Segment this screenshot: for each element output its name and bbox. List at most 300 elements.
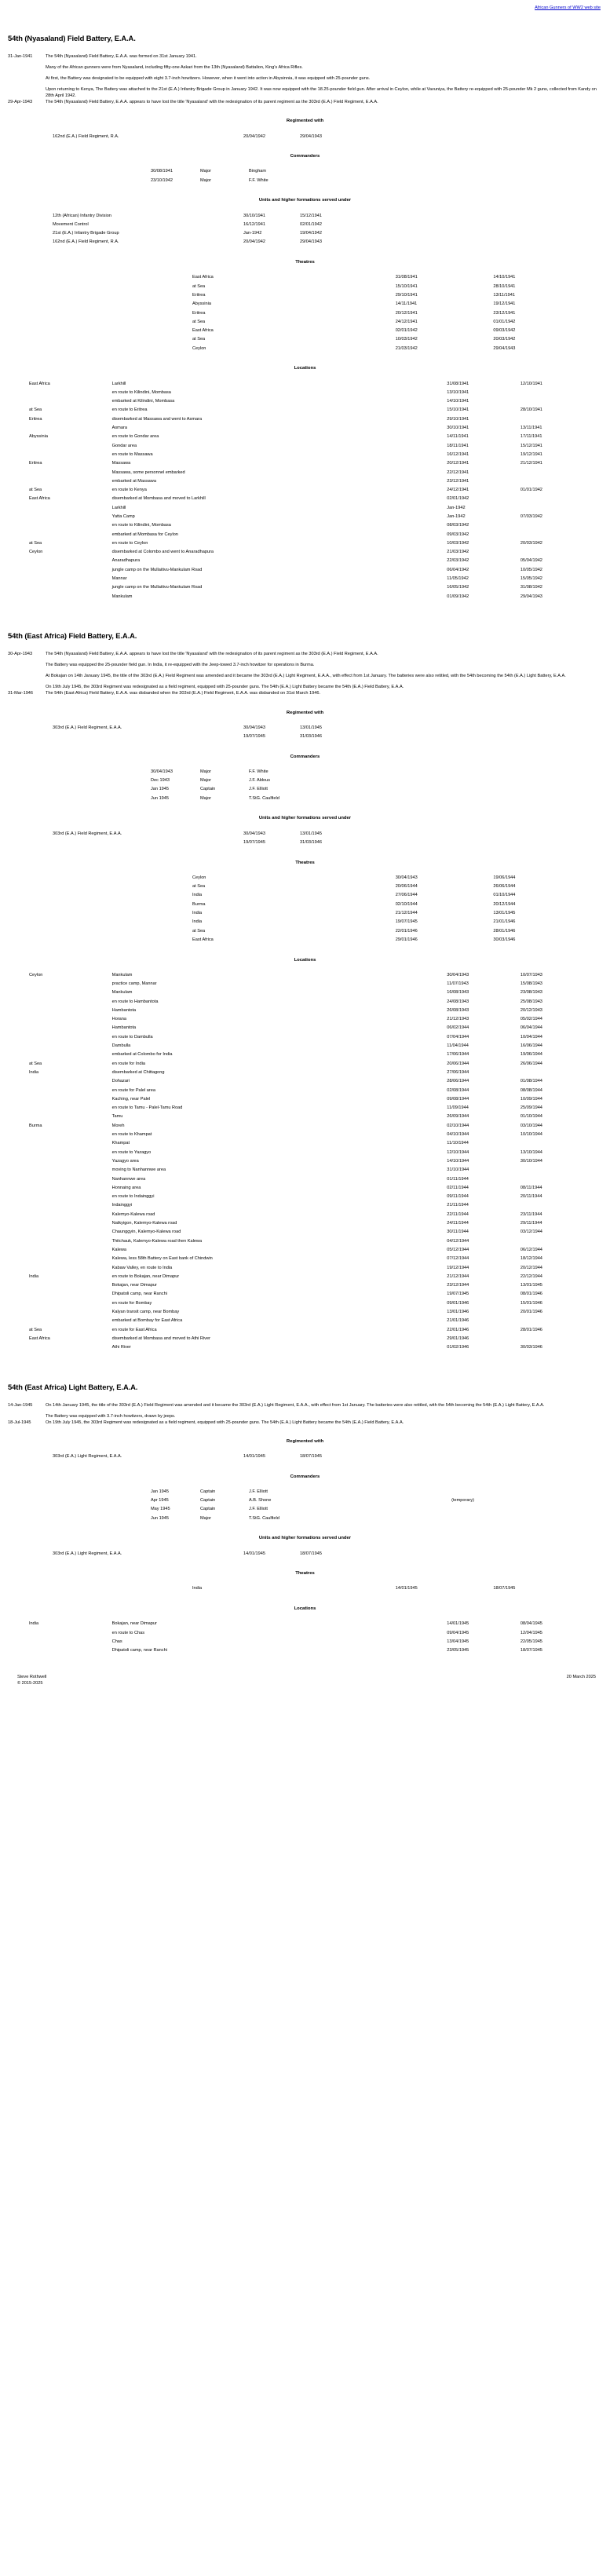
theatre-to: 14/10/1941	[493, 275, 516, 280]
location-place: moving to Nanhannwe area	[111, 1167, 166, 1173]
theatre-name: East Africa	[192, 275, 214, 280]
commander-row-table	[8, 767, 602, 802]
location-from: 21/01/1946	[447, 1318, 469, 1324]
document-body	[8, 33, 602, 1655]
theatre-to: 09/03/1942	[493, 328, 516, 334]
location-place: en route to Ceylon	[111, 540, 148, 546]
location-row	[8, 1307, 602, 1316]
location-theatre: at Sea	[29, 407, 42, 413]
location-place: embarked at Bombay for East Africa	[111, 1318, 183, 1324]
location-to: 25/08/1943	[520, 999, 542, 1004]
location-to: 05/04/1942	[520, 558, 542, 564]
location-row	[8, 1317, 602, 1325]
location-to: 12/10/1941	[520, 381, 542, 386]
location-row	[8, 521, 602, 530]
regimented-with-spacer	[363, 732, 602, 740]
unit-spacer	[363, 211, 602, 220]
location-to	[521, 1334, 602, 1343]
theatre-name: at Sea	[192, 928, 206, 934]
location-place: Natkyigon, Kalemyo-Kalewa road	[111, 1221, 177, 1226]
location-from: 11/04/1944	[447, 1043, 469, 1049]
commander-rank: Captain	[200, 1498, 216, 1504]
location-place: Thitchauk, Kalemyo-Kalewa road then Kalewa	[111, 1238, 203, 1244]
location-to: 23/11/1944	[520, 1211, 542, 1217]
location-row	[8, 539, 602, 547]
unit-from: 30/04/1943	[243, 831, 265, 836]
regimented-with-to: 31/03/1946	[300, 734, 322, 739]
location-place: en route to Massawa	[111, 451, 153, 457]
location-to: 08/08/1944	[520, 1087, 542, 1093]
location-place: Larkhill	[111, 381, 126, 386]
unit-row	[8, 229, 602, 238]
location-to: 20/12/1944	[520, 1265, 542, 1270]
history-table	[8, 53, 602, 106]
location-to	[521, 548, 602, 557]
location-to: 18/07/1945	[520, 1648, 542, 1653]
commander-date: Apr 1945	[151, 1498, 169, 1504]
regimented-with-row-table	[8, 723, 602, 741]
theatre-row	[8, 327, 602, 335]
location-to: 13/01/1945	[520, 1283, 542, 1288]
commander-date: Jan 1945	[151, 1489, 170, 1494]
location-to	[521, 1139, 602, 1148]
theatre-from: 27/06/1944	[395, 893, 418, 898]
location-row	[8, 450, 602, 459]
location-from: 29/01/1946	[447, 1336, 469, 1341]
location-from: 02/11/1944	[447, 1185, 469, 1190]
location-from: 09/11/1944	[447, 1194, 469, 1200]
location-to: 20/11/1944	[520, 1194, 542, 1200]
location-place: Bokajan, near Dimapur	[111, 1621, 157, 1627]
location-row	[8, 388, 602, 396]
commander-name: J.F. Elliott	[249, 1489, 268, 1494]
location-row	[8, 477, 602, 485]
location-theatre	[8, 1183, 112, 1192]
unit-spacer	[363, 829, 602, 838]
unit-row	[8, 829, 602, 838]
location-row	[8, 1646, 602, 1655]
location-to: 31/08/1942	[520, 585, 542, 590]
location-place: en route to Indainggyi	[111, 1194, 155, 1200]
theatre-from: 02/01/1942	[395, 328, 418, 334]
theatre-to: 01/01/1942	[493, 319, 516, 324]
location-theatre	[8, 1299, 112, 1307]
theatre-row	[8, 282, 602, 290]
theatre-to: 20/03/1942	[493, 337, 516, 342]
location-place: practice camp, Mannar	[111, 981, 157, 986]
commander-row	[8, 1514, 602, 1522]
location-theatre	[8, 1130, 112, 1138]
location-from: 23/05/1945	[447, 1648, 469, 1653]
location-place: en route to Kilindini, Mombasa	[111, 523, 171, 528]
location-theatre: India	[29, 1273, 39, 1279]
location-theatre	[8, 1086, 112, 1094]
theatres-heading: Theatres	[295, 1571, 315, 1577]
location-place: Athi River	[111, 1345, 131, 1350]
location-from: 07/04/1944	[447, 1034, 469, 1040]
location-theatre	[8, 1281, 112, 1290]
theatre-name: at Sea	[192, 319, 206, 324]
theatre-to: 18/07/1945	[493, 1586, 516, 1591]
location-theatre	[8, 1317, 112, 1325]
theatre-name: India	[192, 1586, 203, 1591]
history-table	[8, 1402, 602, 1426]
location-theatre	[8, 468, 112, 477]
location-to: 28/01/1946	[520, 1327, 542, 1332]
location-place: Kabaw Valley, en route to India	[111, 1265, 173, 1270]
commander-rank: Captain	[200, 1507, 216, 1512]
theatre-name: Ceylon	[192, 875, 206, 880]
location-theatre	[8, 521, 112, 530]
battery-section	[8, 1382, 602, 1655]
history-paragraph: The 54th (Nyasaland) Field Battery, E.A.A. was formed on 31st January 1941.	[46, 53, 197, 59]
location-theatre: at Sea	[29, 1327, 42, 1332]
location-from: 31/10/1944	[447, 1167, 469, 1173]
location-place: disembarked at Colombo and went to Anaradhapura	[111, 550, 214, 555]
location-to: 15/01/1946	[520, 1300, 542, 1306]
location-place: en route to Dambulla	[111, 1034, 153, 1040]
theatre-from: 21/03/1942	[395, 345, 418, 351]
location-theatre	[8, 1637, 112, 1646]
location-to: 12/04/1945	[520, 1630, 542, 1635]
location-place: en route to Tamu - Palel-Tamu Road	[111, 1105, 183, 1111]
commander-row-table	[8, 1487, 602, 1522]
location-row	[8, 397, 602, 406]
location-row	[8, 565, 602, 574]
location-theatre	[8, 1041, 112, 1050]
location-row	[8, 557, 602, 565]
theatre-name: Eritrea	[192, 292, 206, 298]
unit-to: 31/03/1946	[300, 839, 322, 845]
location-theatre	[8, 1139, 112, 1148]
unit-spacer	[363, 838, 602, 846]
location-theatre	[8, 1646, 112, 1655]
battery-title: 54th (East Africa) Field Battery, E.A.A.	[8, 631, 137, 641]
theatre-to: 26/06/1944	[493, 884, 516, 890]
location-to: 15/08/1943	[520, 981, 542, 986]
commander-rank: Major	[200, 778, 211, 784]
history-date: 14-Jan-1945	[8, 1402, 33, 1408]
location-place: en route to Khampat	[111, 1132, 152, 1138]
theatre-row	[8, 300, 602, 309]
location-from: 23/12/1944	[447, 1283, 469, 1288]
battery-title: 54th (Nyasaland) Field Battery, E.A.A.	[8, 34, 136, 43]
location-to	[521, 530, 602, 539]
location-place: en route to Kilindini, Mombasa	[111, 389, 171, 395]
location-to: 10/04/1944	[520, 1034, 542, 1040]
location-place: disembarked at Mombasa and moved to Larkhill	[111, 496, 206, 502]
history-paragraph: The 54th (East Africa) Field Battery, E.A.A. was disbanded when the 303rd (E.A.) Field Regiment, E.A.A. was disbanded on 31st March 1946.	[46, 691, 320, 696]
location-from: 17/06/1944	[447, 1052, 469, 1058]
theatre-row	[8, 335, 602, 344]
location-to	[521, 1237, 602, 1245]
location-row	[8, 1228, 602, 1237]
theatre-row	[8, 908, 602, 917]
location-theatre	[8, 979, 112, 988]
history-paragraph: On 19th July 1945, the 303rd Regiment was redesignated as a field regiment, equipped with 25-pounder guns. The 54th (E.A.) Light Battery became the 54th (E.A.) Field Battery, E.A.A.	[46, 685, 404, 690]
location-theatre: East Africa	[29, 381, 50, 386]
unit-row-table	[8, 1549, 602, 1558]
theatre-from: 20/12/1941	[395, 310, 418, 316]
location-theatre	[8, 388, 112, 396]
location-place: embarked at Massawa	[111, 478, 156, 484]
theatre-from: 14/01/1945	[395, 1586, 418, 1591]
theatre-row	[8, 344, 602, 353]
location-place: en route to Gondar area	[111, 434, 159, 440]
battery-section	[8, 33, 602, 624]
location-place: Chas	[111, 1639, 122, 1644]
location-place: Indainggyi	[111, 1203, 133, 1208]
location-row	[8, 997, 602, 1006]
unit-from: 14/01/1945	[243, 1551, 265, 1556]
location-theatre	[8, 1237, 112, 1245]
theatres-heading: Theatres	[295, 260, 315, 265]
history-entry	[8, 1420, 602, 1426]
locations-heading: Locations	[294, 366, 316, 371]
location-place: disembarked at Massawa and went to Asmara	[111, 416, 203, 422]
location-row	[8, 970, 602, 979]
location-place: en route to Bokajan, near Dimapur	[111, 1273, 180, 1279]
location-theatre	[8, 565, 112, 574]
location-theatre	[8, 1343, 112, 1352]
location-row	[8, 1245, 602, 1254]
commander-row	[8, 176, 602, 185]
location-theatre	[8, 1210, 112, 1219]
location-row	[8, 1077, 602, 1086]
location-theatre	[8, 1015, 112, 1024]
unit-to: 13/01/1945	[300, 831, 322, 836]
commander-row	[8, 167, 602, 176]
african-gunners-web-site-link[interactable]: African Gunners of WW2 web site	[535, 5, 601, 10]
theatre-name: India	[192, 910, 203, 915]
location-from: Jan-1942	[447, 505, 466, 510]
location-to: 20/01/1946	[520, 1309, 542, 1314]
location-theatre	[8, 1193, 112, 1201]
location-theatre	[8, 477, 112, 485]
location-theatre: Abyssinia	[29, 434, 48, 440]
unit-name: Movement Control	[53, 221, 89, 227]
commander-note	[451, 1505, 602, 1514]
location-place: Kalewa, less 58th Battery on East bank of Chindwin	[111, 1256, 213, 1262]
footer-copyright: © 2015-2025	[17, 1681, 43, 1686]
location-row	[8, 1041, 602, 1050]
units-served-under-heading: Units and higher formations served under	[258, 816, 352, 821]
location-row	[8, 1068, 602, 1076]
commander-date: 30/08/1941	[151, 169, 173, 174]
commander-date: Dec 1943	[151, 778, 170, 784]
theatre-to: 20/12/1944	[493, 901, 516, 907]
location-from: 22/11/1944	[447, 1211, 469, 1217]
location-row	[8, 1113, 602, 1121]
location-to	[521, 1317, 602, 1325]
location-theatre	[8, 450, 112, 459]
history-paragraph: The 54th (Nyasaland) Field Battery, E.A.A. appears to have lost the title 'Nyasaland' with the redesignation of its parent regiment as the 303rd (E.A.) Field Regiment, E.A.A.	[46, 652, 378, 656]
history-table	[8, 651, 602, 697]
history-text	[46, 99, 602, 105]
commander-name: J.F. Aldous	[249, 778, 271, 784]
regimented-with-from: 19/07/1945	[243, 734, 265, 739]
commander-name: A.B. Shone	[249, 1498, 272, 1504]
location-from: 16/08/1943	[447, 990, 469, 996]
location-place: en route to Kenya	[111, 488, 147, 493]
history-entry	[8, 99, 602, 105]
location-from: 05/12/1944	[447, 1247, 469, 1252]
location-from: 04/10/1944	[447, 1132, 469, 1138]
location-from: 01/02/1946	[447, 1345, 469, 1350]
regimented-with-to: 18/07/1945	[300, 1453, 322, 1459]
location-from: 22/03/1942	[447, 558, 469, 564]
location-place: Tamu	[111, 1114, 123, 1120]
location-theatre: East Africa	[29, 496, 50, 502]
location-place: en route to Yazagyo	[111, 1149, 152, 1155]
theatre-row-table	[8, 1584, 602, 1593]
location-to: 26/06/1944	[520, 1061, 542, 1066]
theatre-row	[8, 873, 602, 882]
location-row	[8, 979, 602, 988]
theatre-from: 20/06/1944	[395, 884, 418, 890]
location-row	[8, 1263, 602, 1272]
location-theatre	[8, 1032, 112, 1041]
location-row	[8, 1628, 602, 1637]
location-from: 18/11/1941	[447, 443, 469, 448]
location-to: 01/01/1942	[520, 488, 542, 493]
location-place: Larkhill	[111, 505, 126, 510]
theatre-to: 21/01/1946	[493, 919, 516, 925]
location-place: Yatta Camp	[111, 514, 135, 519]
location-from: 08/03/1942	[447, 523, 469, 528]
location-from: 22/01/1946	[447, 1327, 469, 1332]
location-from: 09/04/1945	[447, 1630, 469, 1635]
location-theatre	[8, 1166, 112, 1175]
location-to	[521, 477, 602, 485]
location-from: 19/12/1944	[447, 1265, 469, 1270]
location-theatre: India	[29, 1069, 39, 1075]
location-theatre	[8, 1307, 112, 1316]
units-served-under-heading: Units and higher formations served under	[258, 198, 352, 203]
location-place: en route for Bombay	[111, 1300, 152, 1306]
location-row	[8, 1281, 602, 1290]
commander-row	[8, 776, 602, 785]
regimented-with-row	[8, 732, 602, 740]
history-paragraph: Upon returning to Kenya, The Battery was attached to the 21st (E.A.) Infantry Brigade Group in January 1942. It was now equipped with the 18.25-pounder field gun. After arrival in Ceylon, while at Vavuniya, the Battery re-equipped with 25-pounder Mk 2 guns, collected from Kandy on 28th April 1942.	[46, 87, 597, 99]
location-row	[8, 1015, 602, 1024]
location-to: 22/12/1944	[520, 1273, 542, 1279]
location-theatre: at Sea	[29, 540, 42, 546]
regimented-with-row-table	[8, 132, 602, 141]
theatre-name: at Sea	[192, 283, 206, 289]
location-from: 01/11/1944	[447, 1176, 469, 1182]
unit-from: Jan-1942	[243, 231, 262, 236]
location-to: 21/12/1941	[520, 461, 542, 466]
commander-rank: Captain	[200, 1489, 216, 1494]
location-theatre	[8, 1024, 112, 1032]
history-paragraph: On 14th January 1945, the title of the 303rd (E.A.) Field Regiment was amended and it became the 303rd (E.A.) Light Regiment, E.A.A., with effect from 1st January. The batteries were also retitled, with the 54th becoming the 54th (E.A.) Light Battery, E.A.A.	[46, 1402, 545, 1408]
location-to: 17/11/1941	[520, 434, 542, 440]
location-theatre	[8, 1148, 112, 1156]
location-place: Horana	[111, 1017, 127, 1022]
history-text	[46, 1402, 602, 1420]
location-from: 14/10/1944	[447, 1158, 469, 1164]
commander-row	[8, 794, 602, 802]
location-row	[8, 459, 602, 468]
location-theatre	[8, 1228, 112, 1237]
page-footer	[8, 1674, 602, 1691]
location-row	[8, 1148, 602, 1156]
regimented-with-name: 162nd (E.A.) Field Regiment, R.A.	[53, 133, 119, 139]
location-from: 02/01/1942	[447, 496, 469, 502]
location-to: 30/10/1944	[520, 1158, 542, 1164]
location-from: 28/06/1944	[447, 1079, 469, 1084]
location-row	[8, 1201, 602, 1210]
location-to: 23/08/1943	[520, 990, 542, 996]
location-row	[8, 1006, 602, 1014]
commanders-heading: Commanders	[290, 1474, 320, 1479]
regimented-with-from: 30/04/1943	[243, 725, 265, 730]
location-theatre	[8, 397, 112, 406]
location-from: 21/12/1944	[447, 1273, 469, 1279]
location-theatre	[8, 574, 112, 583]
history-date: 18-Jul-1945	[8, 1420, 31, 1425]
theatre-to: 19/12/1941	[493, 301, 516, 307]
location-from: 06/02/1944	[447, 1025, 469, 1031]
unit-row	[8, 220, 602, 228]
location-from: 14/01/1945	[447, 1621, 469, 1627]
regimented-with-row-table	[8, 1452, 602, 1460]
theatre-from: 02/10/1944	[395, 901, 418, 907]
location-place: embarked at Colombo for India	[111, 1052, 173, 1058]
unit-row	[8, 238, 602, 247]
location-place: jungle camp on the Mullaitivu-Mankulam Road	[111, 585, 203, 590]
location-to: 29/04/1943	[520, 594, 542, 599]
regimented-with-heading: Regimented with	[286, 119, 324, 124]
location-row	[8, 468, 602, 477]
commander-name: J.F. Elliott	[249, 787, 268, 792]
theatre-to: 01/10/1944	[493, 893, 516, 898]
theatre-row	[8, 891, 602, 900]
theatre-from: 30/04/1943	[395, 875, 418, 880]
location-from: 24/12/1941	[447, 488, 469, 493]
history-paragraph: The Battery was equipped the 25-pounder field gun. In India, it re-equipped with the Jeep-towed 3.7-inch howitzer for operations in Burma.	[46, 663, 315, 668]
commander-date: 23/10/1942	[151, 177, 173, 183]
history-entry	[8, 1402, 602, 1420]
location-row	[8, 1620, 602, 1628]
location-from: 21/11/1944	[447, 1203, 469, 1208]
location-to	[521, 503, 602, 512]
location-from: 07/12/1944	[447, 1256, 469, 1262]
location-from: Jan-1942	[447, 514, 466, 519]
location-theatre	[8, 988, 112, 997]
commander-date: Jun 1945	[151, 795, 170, 801]
location-place: Massawa, some personnel embarked	[111, 470, 185, 475]
theatre-row	[8, 1584, 602, 1593]
location-from: 12/10/1944	[447, 1149, 469, 1155]
theatre-name: Burma	[192, 901, 206, 907]
location-place: Kalemyo-Kalewa road	[111, 1211, 155, 1217]
location-to	[521, 388, 602, 396]
unit-to: 18/07/1945	[300, 1551, 322, 1556]
theatre-name: Eritrea	[192, 310, 206, 316]
unit-row	[8, 838, 602, 846]
history-date: 31-Jan-1941	[8, 53, 33, 59]
commander-name: T.StG. Caulfield	[249, 795, 279, 801]
location-place: Dambulla	[111, 1043, 131, 1049]
location-row	[8, 1130, 602, 1138]
theatre-row	[8, 882, 602, 890]
unit-row-table	[8, 211, 602, 247]
location-place: Asmara	[111, 426, 127, 431]
location-row	[8, 1272, 602, 1281]
location-to: 10/10/1944	[520, 1132, 542, 1138]
